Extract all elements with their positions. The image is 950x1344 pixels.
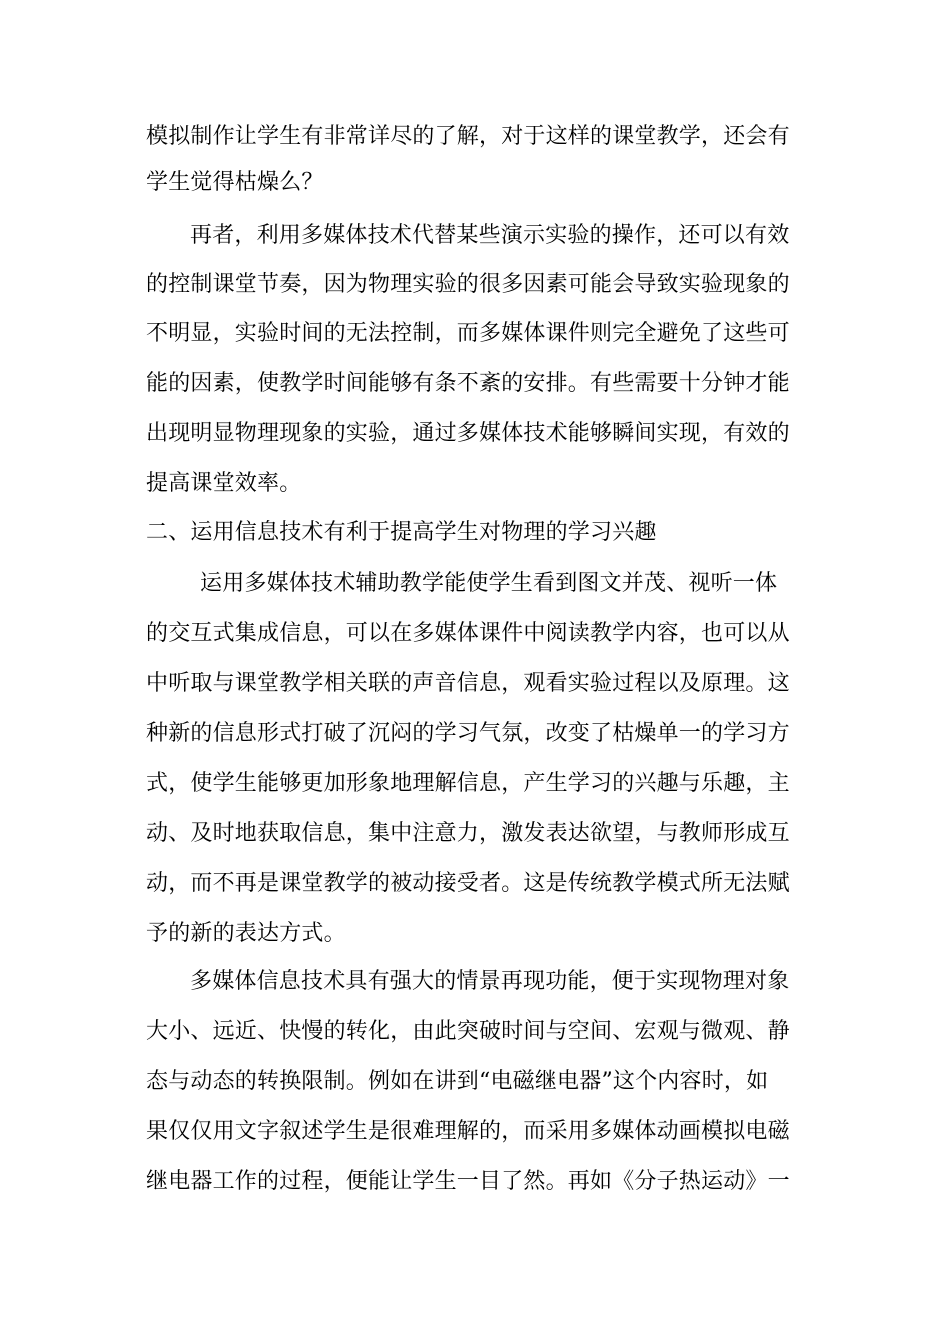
- text-line: 能的因素，使教学时间能够有条不紊的安排。有些需要十分钟才能: [146, 371, 790, 396]
- text-line: 出现明显物理现象的实验，通过多媒体技术能够瞬间实现，有效的: [146, 421, 790, 446]
- text-line: 动、及时地获取信息，集中注意力，激发表达欲望，与教师形成互: [146, 821, 790, 846]
- text-line: 不明显，实验时间的无法控制，而多媒体课件则完全避免了这些可: [146, 321, 790, 346]
- text-line: 动，而不再是课堂教学的被动接受者。这是传统教学模式所无法赋: [146, 871, 790, 896]
- text-line: 模拟制作让学生有非常详尽的了解，对于这样的课堂教学，还会有: [146, 124, 790, 149]
- text-line: 的控制课堂节奏，因为物理实验的很多因素可能会导致实验现象的: [146, 272, 790, 297]
- text-line: 态与动态的转换限制。例如在讲到“电磁继电器”这个内容时，如: [146, 1069, 769, 1094]
- text-line: 学生觉得枯燥么？: [146, 170, 324, 195]
- text-line: 式，使学生能够更加形象地理解信息，产生学习的兴趣与乐趣，主: [146, 771, 790, 796]
- section-heading: 二、运用信息技术有利于提高学生对物理的学习兴趣: [146, 520, 657, 545]
- paragraph-first-line: 多媒体信息技术具有强大的情景再现功能，便于实现物理对象: [190, 969, 790, 994]
- text-line: 果仅仅用文字叙述学生是很难理解的，而采用多媒体动画模拟电磁: [146, 1119, 790, 1144]
- paragraph-first-line: 再者，利用多媒体技术代替某些演示实验的操作，还可以有效: [190, 223, 790, 248]
- text-line: 的交互式集成信息，可以在多媒体课件中阅读教学内容，也可以从: [146, 621, 790, 646]
- paragraph-first-line: 运用多媒体技术辅助教学能使学生看到图文并茂、视听一体: [200, 571, 778, 596]
- text-line: 大小、远近、快慢的转化，由此突破时间与空间、宏观与微观、静: [146, 1019, 790, 1044]
- text-line: 种新的信息形式打破了沉闷的学习气氛，改变了枯燥单一的学习方: [146, 721, 790, 746]
- text-line: 继电器工作的过程，便能让学生一目了然。再如《分子热运动》一: [146, 1169, 790, 1194]
- text-line: 中听取与课堂教学相关联的声音信息，观看实验过程以及原理。这: [146, 671, 790, 696]
- text-line: 予的新的表达方式。: [146, 921, 346, 946]
- text-line: 提高课堂效率。: [146, 471, 302, 496]
